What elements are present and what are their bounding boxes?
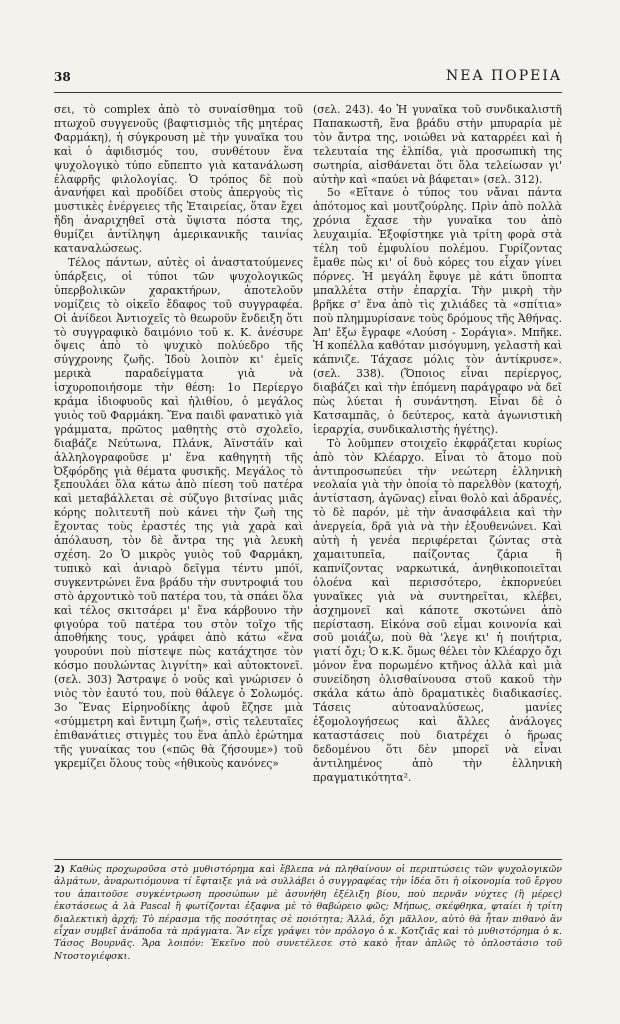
header-rule [54,92,562,93]
page-header [54,66,562,90]
footnote-rule [54,859,562,860]
paragraph: 5ο «Εἴτανε ὁ τύπος του νἄναι πάντα ἀπότομος καὶ μουτζούρλης. Πρὶν ἀπὸ πολλὰ χρόνια ἔχασε τὴν γυναῖκα του ἀπὸ λευχαιμία. Ἐξοφίστηκε γιὰ τρίτη φορὰ στὰ τέλη τοῦ ἐμφυλίου πολέμου. Γυρίζοντας ἔμαθε πὼς κι' οἱ δυὸ κόρες του εἶχαν γίνει πόρνες. Ἡ μεγάλη ἔφυγε μὲ κάτι ὕποπτα μπαλλέτα στὴν ἐπαρχία. Τὴν μικρὴ τὴν βρῆκε σ' ἕνα ἀπὸ τὶς χιλιάδες τὰ «σπίτια» ποὺ πλημμυρίσανε τοὺς δρόμους τῆς Ἀθήνας. Ἀπ' ἔξω ἔγραφε «Λούση - Σοράγια». Μπῆκε. Ἡ κοπέλλα καθόταν μισόγυμνη, γελαστὴ καὶ κάπνιζε. Τάχασε μόλις τὸν ἀντίκρυσε». (σελ. 338). (Ὅποιος εἶναι περίεργος, διαβάζει καὶ τὴν ἑπόμενη παράγραφο νὰ δεῖ πὼς λύεται ἡ συνάντηση. Εἶναι δὲ ὁ Κατσαμπᾶς, ὁ δεύτερος, κατὰ ἀγωνιστικὴ ἱεραρχία, συνδικαλιστὴς ἡγέτης). [313,186,562,436]
paragraph: σει, τὸ complex ἀπὸ τὸ συναίσθημα τοῦ πτωχοῦ συγγενοῦς (βαφτισμιὸς τῆς μητέρας Φαρμάκη), ἡ σύγκρουση μὲ τὴν γυναῖκα του καὶ ὁ ἀφιδισμός του, συνθέτουν ἕνα ψυχολογικὸ τύπο εὔπεπτο γιὰ κατανάλωση ἐλαφρῆς φιλολογίας. Ὁ τρόπος δὲ ποὺ ἀνανήφει καὶ προδίδει στοὺς ἀπεργοὺς τὶς μυστικὲς ἐνέργειες τῆς Ἑταιρείας, ὅταν ἔχει ἤδη ἀναριχηθεῖ στὰ ὕψιστα πόστα της, θυμίζει ἀντίληψη ἀμερικανικῆς ταινίας καταναλώσεως. [54,103,303,256]
footnote-number: 2) [54,864,65,875]
paragraph: (σελ. 243). 4ο Ἡ γυναῖκα τοῦ συνδικαλιστῆ Παπακωστῆ, ἕνα βράδυ στὴν μπυραρία μὲ τὸν ἄντρα της, νοιώθει νὰ καταρρέει καὶ ἡ τελευταία της ἐλπίδα, γιὰ προσωπικὴ της σωτηρία, αἰσθάνεται ὅτι ὅλα τελείωσαν γι' αὐτὴν καὶ «παύει νὰ βάφεται» (σελ. 312). [313,103,562,186]
paragraph: Τέλος πάντων, αὐτὲς οἱ ἀναστατούμενες ὑπάρξεις, οἱ τύποι τῶν ψυχολογικῶς ὑπερβολικῶν χαρακτήρων, ἀποτελοῦν νομίζεις τὸ οἰκεῖο ἔδαφος τοῦ συγγραφέα. Οἱ ἀνίδεοι Ἀντιοχεῖς τὸ θεωροῦν ἔνδειξη ὅτι τὸ συγγραφικὸ δαιμόνιο τοῦ κ. Κ. ἀνέσυρε ὄψεις ἀπὸ τὸ ψυχικὸ πολύεδρο τῆς σύγχρονης ζωῆς. Ἰδοὺ λοιπὸν κι' ἐμεῖς μερικὰ παραδείγματα γιὰ νὰ ἰσχυροποιήσομε τὴν θέση: 1ο Περίεργο κράμα ἰδιοφυοῦς καὶ ἠλιθίου, ὁ μεγάλος γυιὸς τοῦ Φαρμάκη. Ἕνα παιδὶ φανατικὸ γιὰ γράμματα, πρῶτος μαθητὴς στὸ σχολεῖο, διαβάζε Νεύτωνα, Πλάνκ, Ἀϊνστάϊν καὶ ἀλληλογραφοῦσε μ' ἕνα καθηγητὴ τῆς Ὀξφόρδης γιὰ θέματα φυσικῆς. Μεγάλος τὸ ξεπουλάει ὅλα κάτω ἀπὸ πίεση τοῦ πατέρα καὶ μεταβάλλεται σὲ σύζυγο βιτσίνας μιᾶς κόρης πολιτευτῆ ποὺ κάνει τὴν ζωὴ της ἔχοντας τοὺς ἐραστές της γιὰ χαρὰ καὶ ἀπόλαυση, τὸν δὲ ἄντρα της γιὰ λευκὴ σχέση. 2ο Ὁ μικρὸς γυιὸς τοῦ Φαρμάκη, τυπικὸ καὶ ἀνιαρὸ δεῖγμα τέντυ μπόϊ, συγκεντρώνει ἕνα βράδυ τὴν συντροφιά του στὸ ἀρχοντικὸ τοῦ πατέρα του, τὰ σπάει ὅλα καὶ τέλος σκιτσάρει μ' ἕνα κάρβουνο τὴν φιγούρα τοῦ πατέρα του στὸν τοῖχο τῆς ἀποθήκης τους, γράφει ἀπὸ κάτω «ἕνα γουρούνι ποὺ πίστεψε πὼς κατάχτησε τὸν κόσμο πουλώντας λιγνίτη» καὶ αὐτοκτονεῖ. (σελ. 303) Ἄστραψε ὁ νοῦς καὶ γνώρισεν ὁ νιὸς τὸν ἑαυτό του, ποὺ θάλεγε ὁ Σολωμός. 3ο Ἕνας Εἰρηνοδίκης ἀφοῦ ἔζησε μιὰ «σύμμετρη καὶ ἔντιμη ζωή», στὶς τελευταῖες ἐπιθανάτιες στιγμὲς του ἕνα ἁπλὸ ἐρώτημα τῆς γυναίκας του («πῶς θὰ ζήσουμε») τοῦ γκρεμίζει ὅλους τοὺς «ἠθικοὺς κανόνες» [54,255,303,770]
footnote-text: Καθὼς προχωροῦσα στὸ μυθιστόρημα καὶ ἔβλεπα νὰ πληθαίνουν οἱ περιπτώσεις τῶν ψυχολογικῶν ἁλμάτων, ἀναρωτιόμουνα τί ἔφταιξε γιὰ νὰ συλλάβει ὁ συγγραφέας τὴν ἰδέα ὅτι ἡ οἰκονομία τοῦ ἔργου του ἀπαιτοῦσε συγκέντρωση προσώπων μὲ ἀσυνήθη ἐξέλιξη βίου, ποὺ περνᾶν νύχτες (ἢ μέρες) ἐκστάσεως ἀ λὰ Pascal ἢ φωτίζονται ἐξαφνα μὲ τὸ θαβώρειο φῶς; Μήπως, σκέφθηκα, φταίει ἡ τρίτη διαλεκτικὴ ἀρχή; Τὸ πέρασμα τῆς ποσότητας σὲ ποιότητα; Ἀλλά, ὄχι μᾶλλον, αὐτὸ θὰ ἦταν πιθανὸ ἂν εἶχαν συμβεῖ ἀνάποδα τὰ πράγματα. Ἂν εἶχε γράψει τὸν πρόλογο ὁ κ. Κοτζιᾶς καὶ τὸ μυθιστόρημα ὁ κ. Τάσος Βουρνᾶς. Ἄρα λοιπόν: Ἐκεῖνο ποὺ συνετέλεσε στὸ κακὸ ἦταν ἁπλῶς τὸ ὁπλοστάσιο τοῦ Ντοστογιέφσκι. [54,864,562,962]
right-column [313,103,562,850]
footnote [54,864,562,1004]
running-head: ΝΕΑ ΠΟΡΕΙΑ [446,68,562,84]
left-column [54,103,303,850]
page-number: 38 [54,70,71,84]
paragraph: Τὸ λοῦμπεν στοιχεῖο ἐκφράζεται κυρίως ἀπὸ τὸν Κλέαρχο. Εἶναι τὸ ἄτομο ποὺ ἀντιπροσωπεύει τὴν νεώτερη ἑλληνικὴ νεολαία γιὰ τὴν ὁποία τὸ παρελθὸν (κατοχή, ἀντίσταση, ἀγῶνας) εἶναι θολὸ καὶ ἀδρανές, τὸ δὲ παρόν, μὲ τὴν ἀνασφάλεια καὶ τὴν ἀνεργεία, δρᾶ γιὰ νὰ τὴν ἐξουθενώνει. Καὶ αὐτὴ ἡ γενέα περιφέρεται ζώντας στὰ χαμαιτυπεῖα, παίζοντας ζάρια ἢ καπνίζοντας ναρκωτικά, ἀνηθικοποιεῖται ὁλοένα καὶ περισσότερο, ἐκπορνεύει γυναῖκες γιὰ νὰ συντηρεῖται, κλέβει, ἀσχημονεῖ καὶ κάποτε σκοτώνει ἀπὸ περίσταση. Εἰκόνα σοῦ εἶμαι κοινονία καὶ σοῦ μοιάζω, ποὺ θὰ 'λεγε κι' ἡ ποιήτρια, γιατί ὄχι; Ὁ κ.Κ. ὅμως θέλει τὸν Κλέαρχο ὄχι μόνον ἕνα πορωμένο κτῆνος ἀλλὰ καὶ μιὰ συνείδηση ὀλισθαίνουσα στοῦ κακοῦ τὴν σκάλα κάτω ἀπὸ δραματικὲς διαδικασίες. Τάσεις αὐτοαναλύσεως, μανίες ἐξομολογήσεως καὶ ἄλλες ἀνάλογες καταστάσεις ποὺ διατρέχει ὁ ἥρωας δεδομένου ὅτι δὲν μπορεῖ νὰ εἶναι ἀντιλημένος ἀπὸ τὴν ἑλληνικὴ πραγματικότητα². [313,436,562,784]
